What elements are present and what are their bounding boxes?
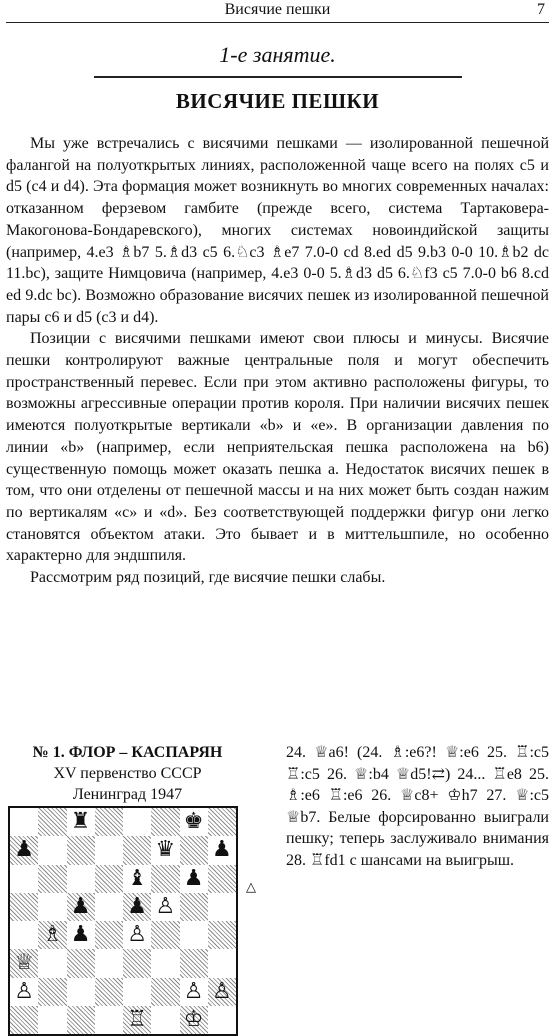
board-square [10, 808, 38, 836]
chess-piece-icon: ♗ [42, 922, 63, 948]
board-square [10, 978, 38, 1006]
board-square [10, 921, 38, 949]
game-title: № 1. ФЛОР – КАСПАРЯН [32, 744, 223, 761]
board-square [151, 978, 179, 1006]
board-square [123, 836, 151, 864]
board-square [38, 921, 66, 949]
board-square [123, 1006, 151, 1034]
chess-piece-icon: ♙ [155, 893, 176, 919]
board-square [180, 865, 208, 893]
board-square [151, 865, 179, 893]
board-square [208, 836, 236, 864]
board-square [180, 836, 208, 864]
board-square [67, 865, 95, 893]
board-square [123, 893, 151, 921]
board-square [180, 978, 208, 1006]
board-square [10, 1006, 38, 1034]
board-square [38, 865, 66, 893]
board-square [95, 893, 123, 921]
board-square [95, 949, 123, 977]
paragraph: Рассмотрим ряд позиций, где висячие пешки слабы. [30, 569, 386, 587]
board-square [180, 949, 208, 977]
chess-piece-icon: ♟ [183, 865, 204, 891]
chess-piece-icon: ♟ [212, 837, 232, 863]
chess-board [8, 806, 238, 1036]
game-header [6, 742, 249, 805]
board-square [151, 893, 179, 921]
board-square [180, 893, 208, 921]
board-square [38, 808, 66, 836]
board-square [95, 978, 123, 1006]
board-square [10, 836, 38, 864]
chess-piece-icon: ♜ [70, 809, 91, 835]
board-square [180, 808, 208, 836]
running-header [0, 0, 555, 22]
chess-piece-icon: ♙ [14, 978, 34, 1004]
chess-piece-icon: ♟ [70, 893, 91, 919]
board-square [151, 836, 179, 864]
board-square [123, 978, 151, 1006]
side-to-move-marker: △ [246, 880, 256, 895]
chess-piece-icon: ♟ [127, 893, 147, 919]
board-square [67, 1006, 95, 1034]
board-square [95, 1006, 123, 1034]
board-square [123, 865, 151, 893]
game-place: Ленинград 1947 [72, 786, 183, 803]
lesson-heading: 1-е занятие. [219, 42, 336, 67]
board-square [38, 1006, 66, 1034]
board-square [67, 978, 95, 1006]
board-square [208, 893, 236, 921]
board-square [208, 949, 236, 977]
chess-piece-icon: ♖ [127, 1006, 147, 1032]
board-square [67, 893, 95, 921]
board-square [95, 921, 123, 949]
chess-piece-icon: ♝ [127, 865, 147, 891]
board-square [208, 978, 236, 1006]
chess-piece-icon: ♙ [127, 922, 147, 948]
paragraph: Позиции с висячими пешками имеют свои плюсы и минусы. Висячие пешки контролируют важные центральные поля и могут обеспечить пространственный перевес. Если при этом активно расположены фигуры, то возможны агрессивные операции против короля. При наличии висячих пешек имеются полуоткрытые вертикали «b» и «e». В организации давления по линии «b» (например, если неприятельская пешка расположена на b6) существенную помощь может оказать пешка а. Недостаток висячих пешек в том, что они отделены от пешечной массы и на них может быть создан нажим по вертикалям «c» и «d». Без соответствующей поддержки фигур они легко становятся объектом атаки. Это бывает и в миттельшпиле, но особенно характерно для эндшпиля. [6, 330, 549, 565]
chess-piece-icon: ♚ [183, 809, 204, 835]
board-square [38, 978, 66, 1006]
board-square [151, 949, 179, 977]
chess-piece-icon: ♙ [212, 978, 232, 1004]
board-square [10, 865, 38, 893]
board-square [38, 893, 66, 921]
board-square [123, 921, 151, 949]
chess-piece-icon: ♙ [183, 978, 204, 1004]
body-text [6, 133, 549, 589]
lesson-rule [94, 76, 462, 78]
game-event: XV первенство СССР [53, 765, 202, 782]
board-square [95, 808, 123, 836]
board-square [95, 836, 123, 864]
board-square [208, 808, 236, 836]
board-square [208, 1006, 236, 1034]
board-square [208, 865, 236, 893]
running-title: Висячие пешки [224, 1, 331, 18]
chess-diagram [8, 806, 238, 1032]
board-square [208, 921, 236, 949]
header-rule [6, 22, 549, 23]
page-number: 7 [537, 1, 545, 18]
board-square [10, 893, 38, 921]
board-square [38, 949, 66, 977]
chess-piece-icon: ♔ [183, 1006, 204, 1032]
board-square [123, 808, 151, 836]
board-square [67, 949, 95, 977]
board-square [10, 949, 38, 977]
board-square [151, 1006, 179, 1034]
paragraph: Мы уже встречались с висячими пешками — изолированной пешечной фалангой на полуоткрытых линиях, расположенной чаще всего на полях c5 и d5 (c4 и d4). Эта формация может возникнуть во многих современных началах: отказанном ферзевом гамбите (прежде всего, система Тартаковера-Макогонова-Бондаревского), многих системах новоиндийской защиты (например, 4.e3 ♗b7 5.♗d3 c5 6.♘c3 ♗e7 7.0-0 cd 8.ed d5 9.b3 0-0 10.♗b2 dc 11.bc), защите Нимцовича (например, 4.e3 0-0 5.♗d3 d5 6.♘f3 c5 7.0-0 b6 8.cd ed 9.dc bc). Возможно образование висячих пешек из изолированной пешечной пары c6 и d5 (c3 и d4). [6, 135, 549, 326]
chess-piece-icon: ♛ [155, 837, 176, 863]
chess-piece-icon: ♟ [70, 922, 91, 948]
chess-piece-icon: ♕ [14, 950, 34, 976]
board-square [180, 1006, 208, 1034]
board-square [180, 921, 208, 949]
game-moves: 24. ♕a6! (24. ♗:e6?! ♕:e6 25. ♖:c5 ♖:c5 26. ♕:b4 ♕d5!⇄) 24... ♖e8 25. ♗:e6 ♖:e6 26. ♕c8+ ♔h7 27. ♕:c5 ♕b7. Белые форсированно выиграли пешку; теперь заслуживало внимания 28. ♖fd1 с шансами на выигрыш. [286, 744, 549, 869]
board-square [67, 836, 95, 864]
board-square [67, 808, 95, 836]
board-square [151, 808, 179, 836]
section-title: ВИСЯЧИЕ ПЕШКИ [175, 89, 380, 113]
board-square [151, 921, 179, 949]
board-square [38, 836, 66, 864]
board-square [123, 949, 151, 977]
board-square [95, 865, 123, 893]
board-square [67, 921, 95, 949]
chess-piece-icon: ♟ [14, 837, 34, 863]
